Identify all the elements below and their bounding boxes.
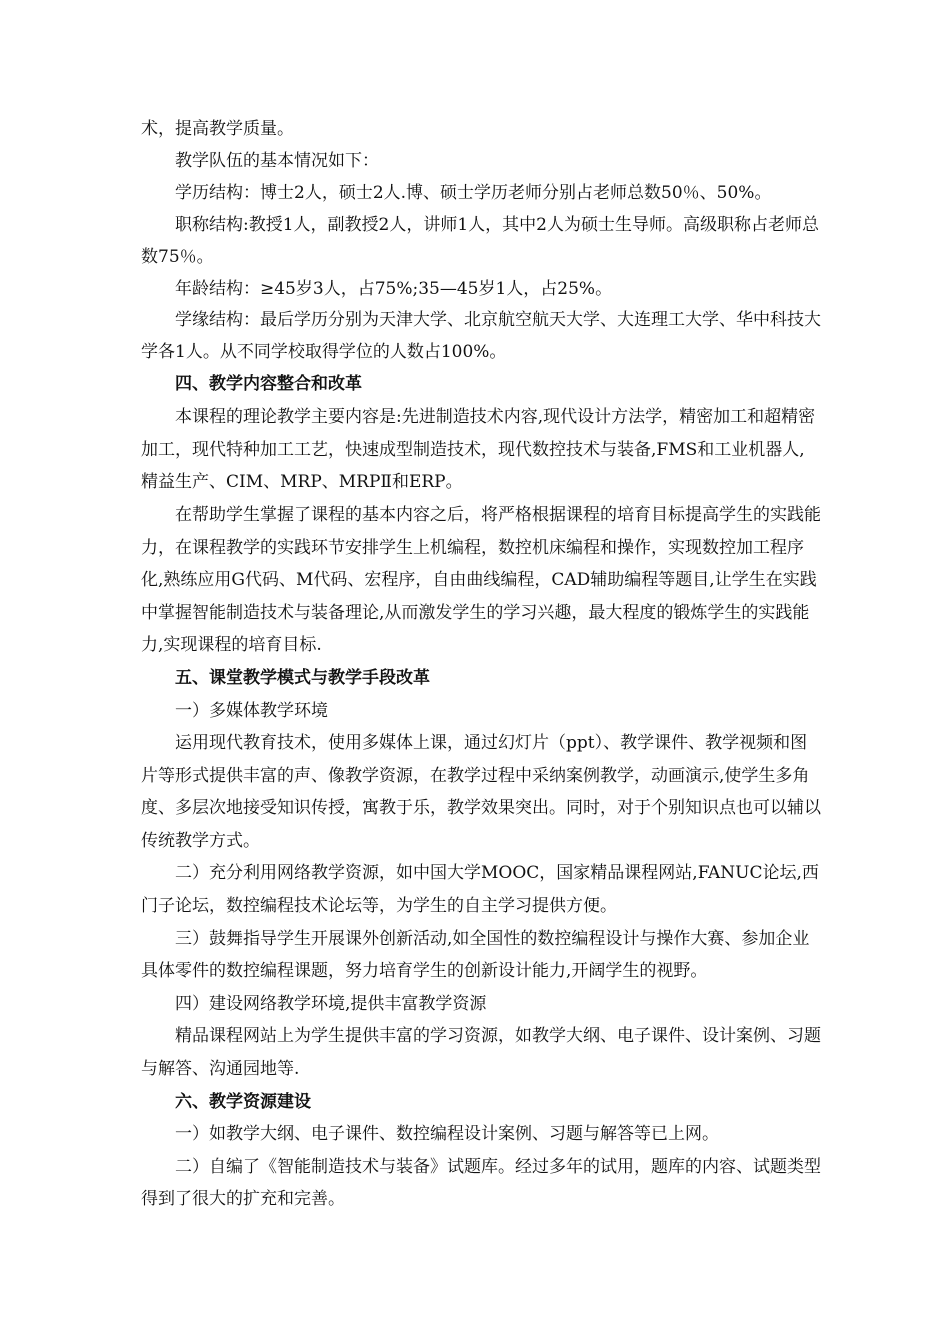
- paragraph-14: 精品课程网站上为学生提供丰富的学习资源，如教学大纲、电子课件、设计案例、习题与解答、沟通园地等.: [141, 1026, 821, 1080]
- paragraph-2: 教学队伍的基本情况如下：: [175, 150, 379, 171]
- paragraph-9: 一）多媒体教学环境: [175, 700, 328, 721]
- paragraph-5: 年龄结构：≥45岁3人，占75%;35—45岁1人，占25%。: [175, 278, 613, 299]
- paragraph-12: 三）鼓舞指导学生开展课外创新活动,如全国性的数控编程设计与操作大赛、参加企业具体零件的数控编程课题，努力培育学生的创新设计能力,开阔学生的视野。: [141, 928, 810, 982]
- section-heading-4: 四、教学内容整合和改革: [175, 374, 362, 395]
- paragraph-4: 职称结构:教授1人，副教授2人，讲师1人，其中2人为硕士生导师。高级职称占老师总数75％。: [141, 214, 819, 267]
- paragraph-11: 二）充分利用网络教学资源，如中国大学MOOC，国家精品课程网站,FANUC论坛,西门子论坛，数控编程技术论坛等，为学生的自主学习提供方便。: [141, 863, 819, 917]
- paragraph-15: 一）如教学大纲、电子课件、数控编程设计案例、习题与解答等已上网。: [175, 1124, 719, 1145]
- paragraph-6: 学缘结构：最后学历分别为天津大学、北京航空航天大学、大连理工大学、华中科技大学各1人。从不同学校取得学位的人数占100%。: [141, 310, 821, 363]
- paragraph-1: 术，提高教学质量。: [141, 119, 294, 139]
- section-heading-6: 六、教学资源建设: [175, 1091, 311, 1112]
- paragraph-10: 运用现代教育技术，使用多媒体上课，通过幻灯片（ppt）、教学课件、教学视频和图片等形式提供丰富的声、像教学资源，在教学过程中采纳案例教学，动画演示,使学生多角度、多层次地接受知识传授，寓教于乐，教学效果突出。同时，对于个别知识点也可以辅以传统教学方式。: [141, 733, 821, 851]
- section-heading-5: 五、课堂教学模式与教学手段改革: [175, 667, 430, 688]
- paragraph-8: 在帮助学生掌握了课程的基本内容之后，将严格根据课程的培育目标提高学生的实践能力，在课程教学的实践环节安排学生上机编程，数控机床编程和操作，实现数控加工程序化,熟练应用G代码、M代码、宏程序，自由曲线编程，CAD辅助编程等题目,让学生在实践中掌握智能制造技术与装备理论,从而激发学生的学习兴趣，最大程度的锻炼学生的实践能力,实现课程的培育目标.: [141, 504, 821, 656]
- document-body: [141, 114, 821, 1216]
- paragraph-16: 二）自编了《智能制造技术与装备》试题库。经过多年的试用，题库的内容、试题类型得到了很大的扩充和完善。: [141, 1156, 821, 1210]
- paragraph-7: 本课程的理论教学主要内容是:先进制造技术内容,现代设计方法学，精密加工和超精密加工，现代特种加工工艺，快速成型制造技术，现代数控技术与装备,FMS和工业机器人,精益生产、CIM、MRP、MRPⅡ和ERP。: [141, 407, 816, 493]
- paragraph-3: 学历结构：博士2人，硕士2人.博、硕士学历老师分别占老师总数50％、50%。: [175, 182, 772, 203]
- paragraph-13: 四）建设网络教学环境,提供丰富教学资源: [175, 993, 487, 1014]
